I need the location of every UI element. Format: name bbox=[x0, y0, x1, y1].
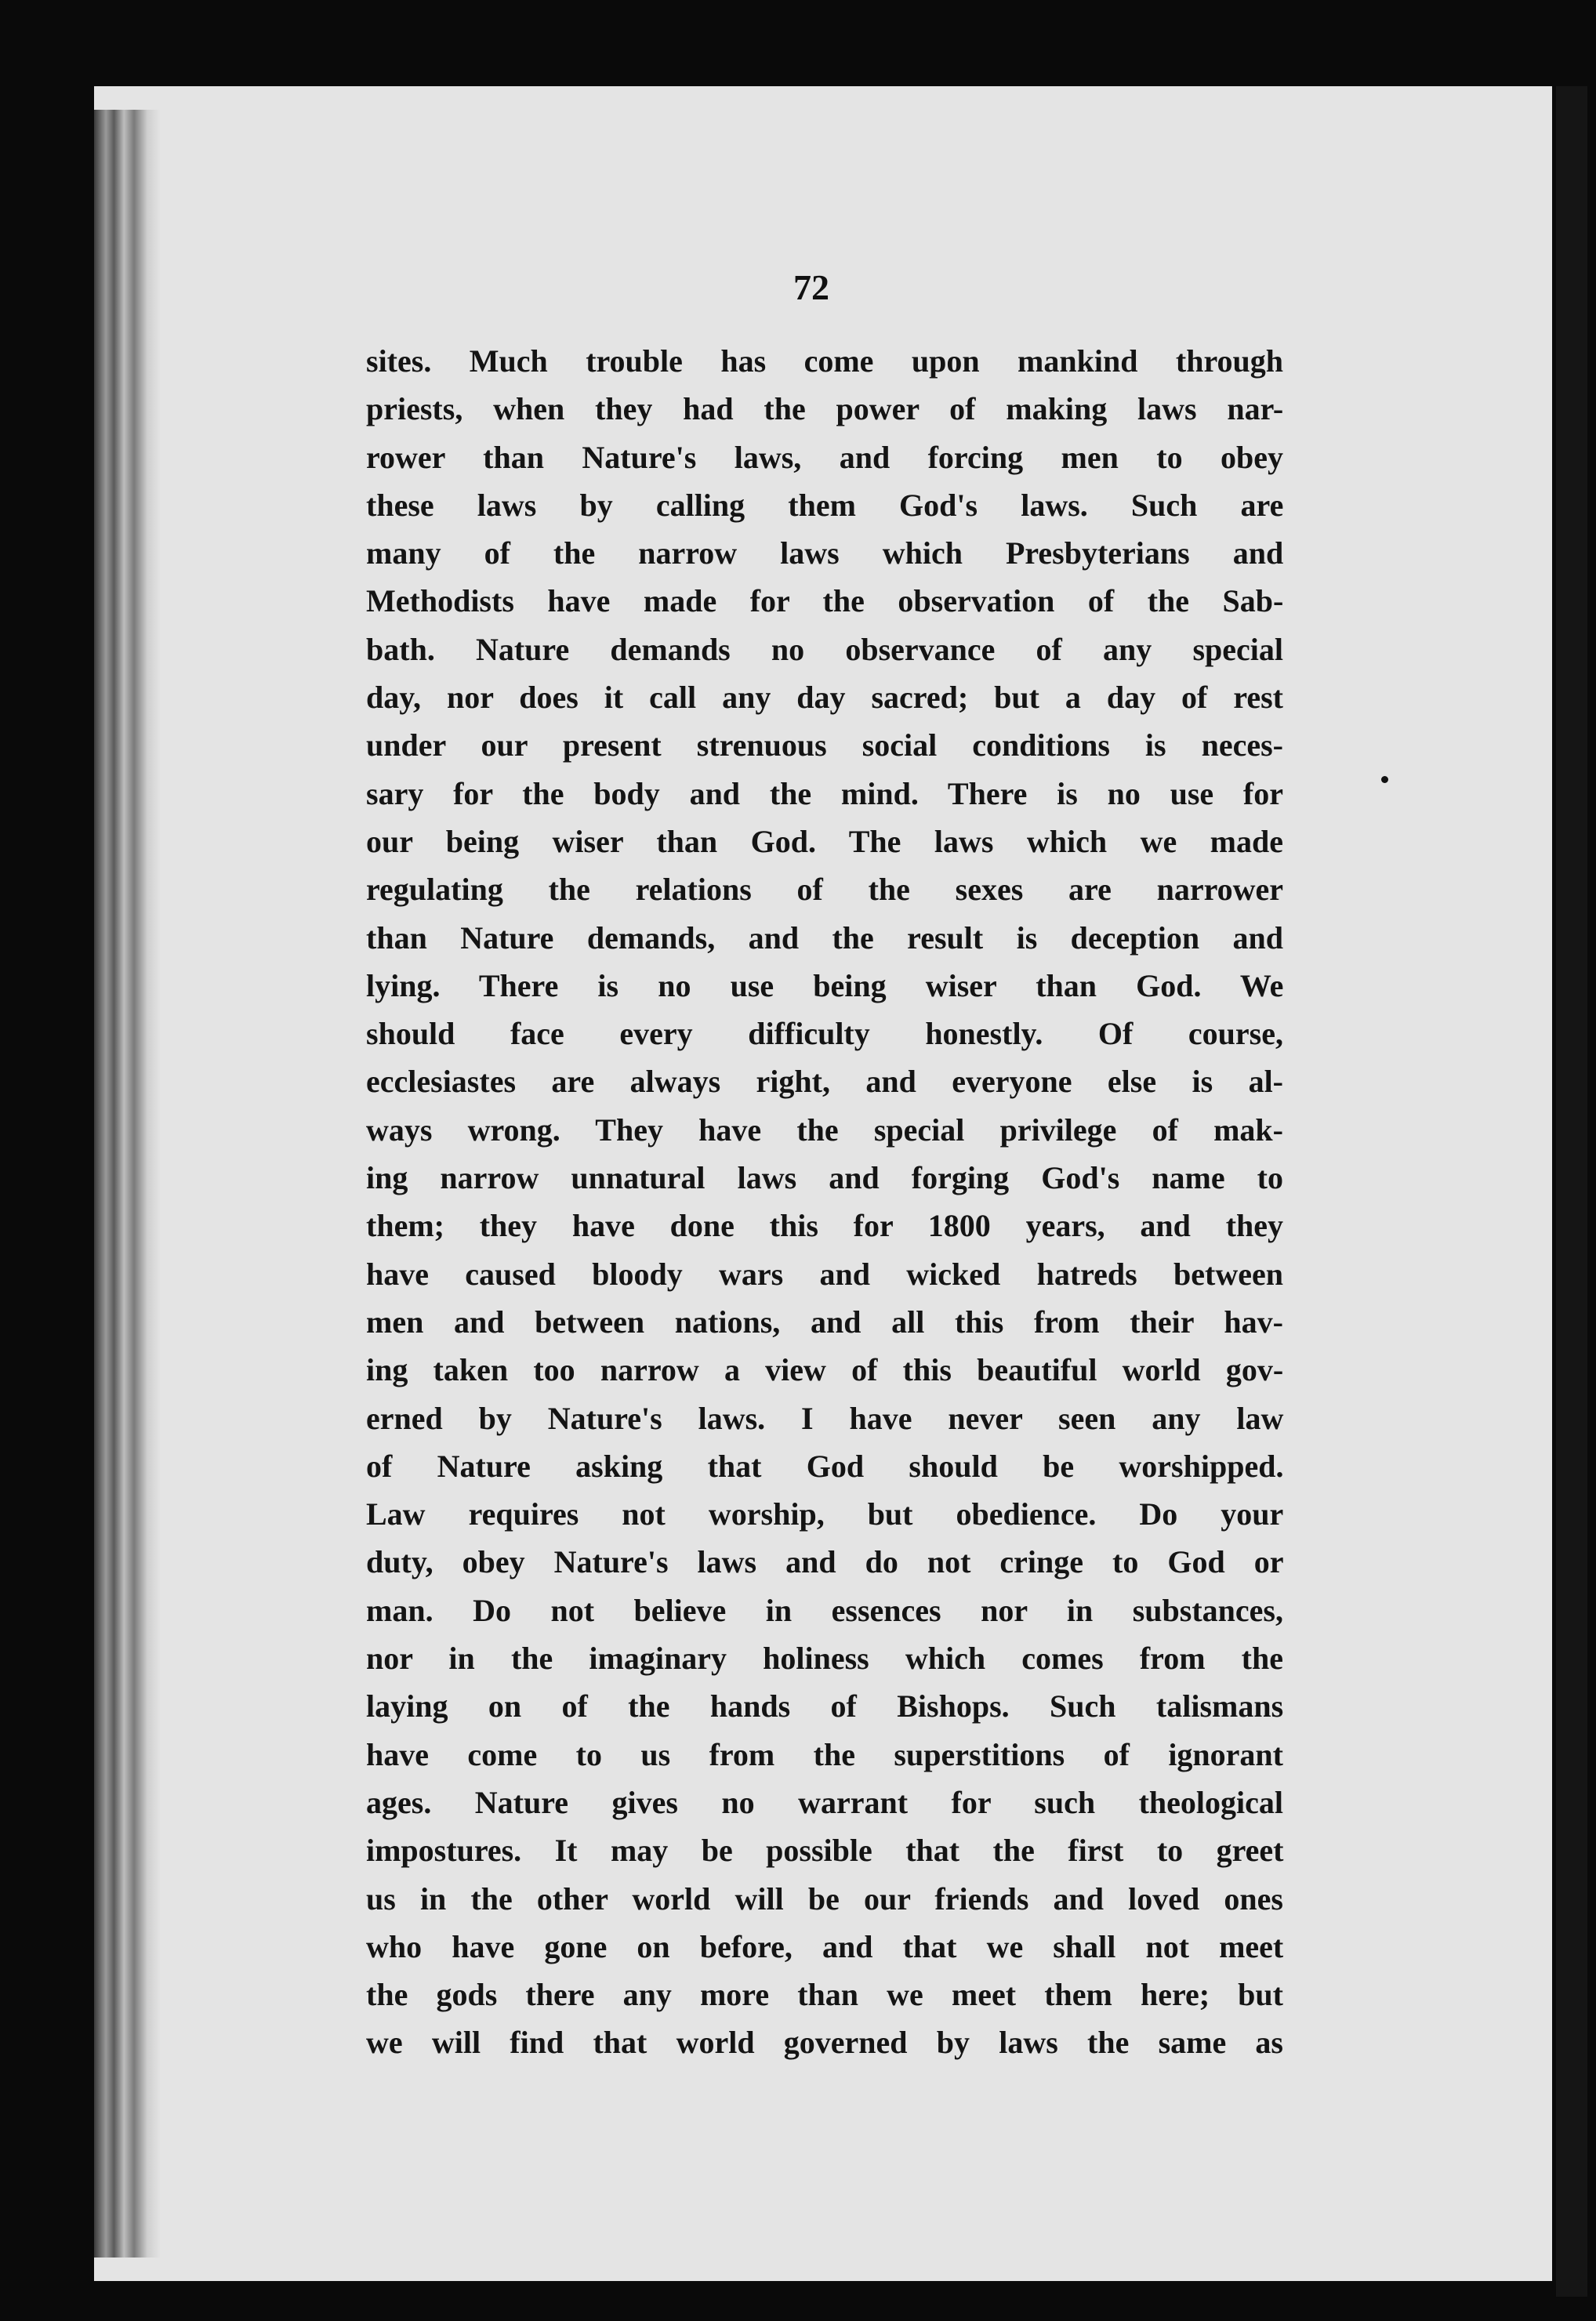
text-line: rower than Nature's laws, and forcing men to obey bbox=[366, 439, 1283, 475]
page-body-text bbox=[366, 337, 1283, 2067]
text-line: many of the narrow laws which Presbyterians and bbox=[366, 535, 1284, 571]
text-line: man. Do not believe in essences nor in substances, bbox=[366, 1592, 1283, 1628]
text-line: of Nature asking that God should be worshipped. bbox=[366, 1448, 1284, 1484]
text-line: impostures. It may be possible that the first to greet bbox=[366, 1833, 1284, 1869]
text-line: us in the other world will be our friends and loved ones bbox=[366, 1880, 1283, 1917]
text-line: our being wiser than God. The laws which we made bbox=[366, 823, 1283, 859]
text-line: have caused bloody wars and wicked hatreds between bbox=[366, 1256, 1283, 1292]
text-line: should face every difficulty honestly. Of course, bbox=[366, 1016, 1283, 1052]
text-line: ways wrong. They have the special privilege of mak- bbox=[366, 1112, 1283, 1148]
text-line: lying. There is no use being wiser than God. We bbox=[366, 967, 1284, 1003]
text-line: erned by Nature's laws. I have never seen any law bbox=[366, 1400, 1284, 1436]
page-number: 72 bbox=[793, 267, 829, 307]
text-line: the gods there any more than we meet them here; but bbox=[366, 1977, 1283, 2013]
text-line: ecclesiastes are always right, and everyone else is al- bbox=[366, 1064, 1283, 1100]
book-gutter bbox=[94, 110, 161, 2258]
text-line: regulating the relations of the sexes are narrower bbox=[366, 872, 1283, 908]
text-line: them; they have done this for 1800 years, and they bbox=[366, 1208, 1284, 1244]
text-line: duty, obey Nature's laws and do not cringe to God or bbox=[366, 1544, 1284, 1580]
text-line: sary for the body and the mind. There is no use for bbox=[366, 775, 1283, 811]
text-line: nor in the imaginary holiness which comes from the bbox=[366, 1641, 1283, 1677]
page-edge-shadow bbox=[1556, 86, 1587, 2297]
text-line: sites. Much trouble has come upon mankind through bbox=[366, 343, 1283, 379]
text-line: Law requires not worship, but obedience. Do your bbox=[366, 1496, 1284, 1532]
text-line: who have gone on before, and that we shall not meet bbox=[366, 1928, 1284, 1964]
text-line: ages. Nature gives no warrant for such theological bbox=[366, 1784, 1283, 1820]
ink-speck bbox=[1381, 776, 1388, 783]
text-line: we will find that world governed by laws the same as bbox=[366, 2025, 1283, 2061]
text-line: laying on of the hands of Bishops. Such talismans bbox=[366, 1688, 1284, 1724]
text-line: have come to us from the superstitions of ignorant bbox=[366, 1736, 1283, 1772]
text-line: these laws by calling them God's laws. Such are bbox=[366, 487, 1284, 523]
text-line: bath. Nature demands no observance of any special bbox=[366, 631, 1283, 667]
text-line: men and between nations, and all this from their hav- bbox=[366, 1304, 1283, 1340]
text-line: day, nor does it call any day sacred; but a day of rest bbox=[366, 680, 1283, 716]
text-line: ing narrow unnatural laws and forging God's name to bbox=[366, 1160, 1283, 1196]
text-line: priests, when they had the power of making laws nar- bbox=[366, 391, 1284, 427]
text-line: under our present strenuous social conditions is neces- bbox=[366, 727, 1283, 763]
text-line: Methodists have made for the observation of the Sab- bbox=[366, 583, 1284, 619]
text-line: than Nature demands, and the result is deception and bbox=[366, 919, 1283, 956]
text-line: ing taken too narrow a view of this beautiful world gov- bbox=[366, 1352, 1284, 1388]
